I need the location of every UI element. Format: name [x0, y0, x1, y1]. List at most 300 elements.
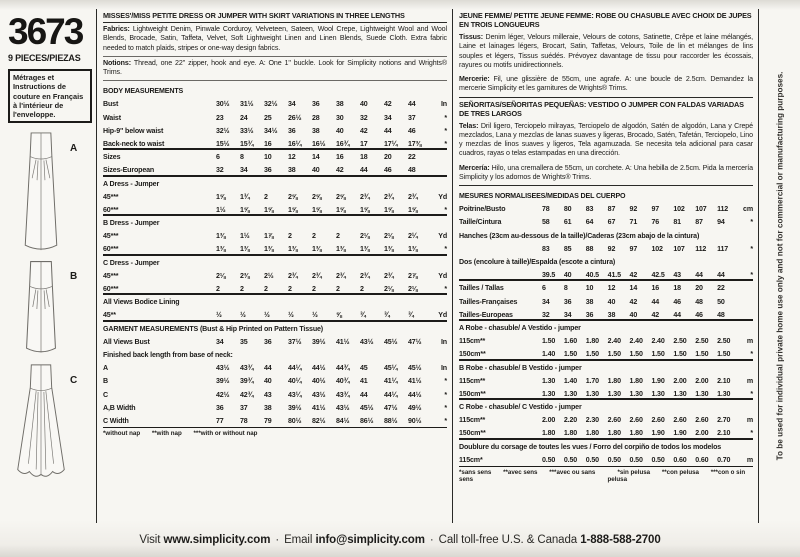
cell-value: 36 — [264, 166, 272, 175]
cell-value: 2.50 — [717, 337, 731, 346]
table-row — [459, 253, 753, 266]
cell-value: 61 — [563, 218, 572, 227]
phone-number: 1-888-588-2700 — [580, 534, 661, 546]
unit-cell: In — [440, 100, 447, 109]
unit-cell: * — [444, 245, 447, 254]
cell-value: 86½ — [360, 416, 374, 425]
cell-value: 31½ — [240, 100, 254, 109]
row-label: 150cm** — [459, 389, 486, 398]
cell-value: 102 — [651, 244, 663, 253]
cell-value: 1⅜ — [408, 245, 418, 254]
cell-value: 12 — [288, 153, 296, 162]
cell-value: 1.40 — [563, 376, 578, 385]
footer-contact-bar — [0, 523, 800, 557]
row-label: B Dress - Jumper — [103, 219, 160, 228]
pelusa-footnotes — [607, 469, 753, 483]
cell-value: 45½ — [408, 364, 422, 373]
cell-value: 16½ — [312, 139, 326, 148]
cell-value: 39½ — [216, 377, 230, 386]
cell-value: 43½ — [312, 390, 326, 399]
cell-value: 2⅜ — [240, 271, 250, 280]
cell-value: 80½ — [288, 416, 302, 425]
metric-footnotes — [459, 466, 753, 483]
cell-value: 1.80 — [542, 429, 556, 438]
cell-value: 1.80 — [629, 376, 643, 385]
telas-label: Telas: — [459, 121, 479, 130]
table-row — [459, 279, 753, 292]
view-c — [8, 361, 92, 487]
footnote-avec-ou-sans-sens: ***avec ou sans sens — [459, 469, 596, 483]
row-label: All Views Bodice Lining — [103, 298, 180, 307]
cell-value: 2 — [336, 232, 340, 241]
cell-value: 0.50 — [607, 455, 621, 464]
cell-value: 1.30 — [607, 389, 621, 398]
cell-value: 2.40 — [651, 337, 665, 346]
cell-value: 1.80 — [607, 429, 621, 438]
cell-value: 44 — [408, 100, 416, 109]
cell-value: 90½ — [408, 416, 422, 425]
cell-value: 36 — [585, 310, 594, 319]
table-section-header — [459, 319, 753, 332]
unit-cell: * — [444, 390, 447, 399]
footnote-sin-pelusa: *sin pelusa — [617, 469, 651, 476]
cell-value: 1.30 — [542, 376, 556, 385]
cell-value: 2.60 — [629, 416, 643, 425]
row-label: B — [103, 377, 108, 386]
row-label: Back-neck to waist — [103, 139, 165, 148]
cell-value: 44¼ — [384, 390, 398, 399]
row-label: 45*** — [103, 232, 119, 241]
cell-value: 40¾ — [336, 377, 350, 386]
merceria-text: Hilo, una cremallera de 55cm, un corchete. A: Una hebilla de 2.5cm. Pida la mercería Simplicity y los adornos de Wrights® Trims. — [459, 163, 753, 181]
cell-value: 2 — [288, 285, 292, 294]
row-label: 60*** — [103, 245, 119, 254]
table-row — [103, 386, 447, 399]
cell-value: 87 — [607, 205, 616, 214]
cell-value: 16 — [336, 153, 344, 162]
cell-value: 40 — [629, 310, 638, 319]
cell-value: 45 — [360, 364, 368, 373]
cell-value: 2 — [336, 285, 340, 294]
table-row — [103, 122, 447, 135]
table-row — [103, 280, 447, 293]
cell-value: 0.50 — [629, 455, 643, 464]
cell-value: 2⅛ — [216, 271, 226, 280]
table-row — [103, 227, 447, 240]
cell-value: 1.30 — [651, 389, 665, 398]
website-url: www.simplicity.com — [163, 534, 271, 546]
cell-value: 34 — [216, 337, 224, 346]
table-row — [459, 306, 753, 319]
table-row — [103, 109, 447, 122]
cell-value: 38 — [336, 100, 344, 109]
cell-value: 1.30 — [673, 389, 687, 398]
row-label: 115cm* — [459, 455, 483, 464]
cell-value: 2.50 — [673, 337, 687, 346]
cell-value: 38 — [312, 126, 320, 135]
unit-cell: m — [746, 416, 753, 425]
footnote-sans-sens: *sans sens — [459, 469, 492, 476]
cell-value: 16 — [264, 139, 272, 148]
table-row — [459, 266, 753, 279]
row-label: 60*** — [103, 205, 119, 214]
table-section-header — [103, 320, 447, 333]
cell-value: 45½ — [384, 337, 398, 346]
table-row — [459, 411, 753, 424]
row-label: Tailles-Françaises — [459, 297, 518, 306]
cell-value: 46 — [673, 297, 681, 306]
row-label: Waist — [103, 113, 121, 122]
cell-value: 76 — [651, 218, 660, 227]
row-label: B Robe - chasuble/ B Vestido - jumper — [459, 363, 582, 372]
row-label: C Width — [103, 416, 129, 425]
cell-value: 38 — [264, 403, 272, 412]
cell-value: 39¾ — [240, 377, 254, 386]
cell-value: 2.60 — [673, 416, 687, 425]
cell-value: ½ — [312, 311, 318, 320]
telas-paragraph — [459, 120, 753, 162]
cell-value: ⅝ — [336, 311, 342, 320]
cell-value: 32 — [216, 166, 224, 175]
cell-value: 16¾ — [336, 139, 350, 148]
cell-value: 1.90 — [673, 429, 687, 438]
cell-value: 1.50 — [629, 350, 643, 359]
unit-cell: * — [444, 126, 447, 135]
spanish-title: SEÑORITAS/SEÑORITAS PEQUEÑAS: VESTIDO O JUMPER CON FALDAS VARIADAS DE TRES LARGOS — [459, 99, 744, 118]
cell-value: 2⅝ — [312, 192, 322, 201]
cell-value: 42 — [651, 310, 660, 319]
table-row — [103, 306, 447, 319]
cell-value: 43¾ — [336, 390, 350, 399]
cell-value: 49½ — [408, 403, 422, 412]
row-label: Sizes — [103, 153, 121, 162]
cell-value: 41½ — [408, 377, 422, 386]
cell-value: 16¼ — [288, 139, 302, 148]
footnote-with-or-without-nap: ***with or without nap — [193, 430, 258, 438]
row-label: 45*** — [103, 271, 119, 280]
cell-value: 2.60 — [695, 416, 709, 425]
cell-value: 2⅛ — [384, 232, 394, 241]
cell-value: 42 — [336, 166, 344, 175]
cell-value: 33½ — [240, 126, 254, 135]
nap-footnotes — [103, 430, 267, 437]
cell-value: 23 — [216, 113, 224, 122]
cell-value: 77 — [216, 416, 224, 425]
cell-value: 44 — [264, 364, 272, 373]
cell-value: 1.30 — [629, 389, 643, 398]
unit-cell: m — [746, 376, 753, 385]
mercerie-text: Fil, une glissière de 55cm, une agrafe. A: une boucle de 2.5cm. Demandez la mercerie Simplicity et les garnitures de Wrights® Trims. — [459, 75, 753, 93]
cell-value: 2¾ — [408, 192, 418, 201]
cell-value: 38 — [585, 297, 594, 306]
pattern-number: 3673 — [8, 11, 83, 52]
table-section-header — [459, 398, 753, 411]
table-row — [459, 213, 753, 226]
cell-value: 67 — [607, 218, 616, 227]
unit-cell: * — [444, 416, 447, 425]
cell-value: 112 — [717, 205, 729, 214]
cell-value: 47½ — [408, 337, 422, 346]
cell-value: 1⅜ — [336, 245, 346, 254]
cell-value: 40 — [336, 126, 344, 135]
french-spanish-column — [452, 9, 758, 523]
cell-value: 8 — [563, 284, 568, 293]
table-row — [103, 95, 447, 108]
cell-value: 40½ — [312, 377, 326, 386]
cell-value: 17⅜ — [408, 139, 422, 148]
cell-value: 44½ — [408, 390, 422, 399]
cell-value: 1.50 — [542, 337, 556, 346]
cell-value: 42.5 — [651, 271, 665, 280]
cell-value: 42 — [629, 271, 638, 280]
row-label: C Dress - Jumper — [103, 258, 160, 267]
cell-value: 1.50 — [695, 350, 709, 359]
cell-value: 2.30 — [585, 416, 599, 425]
table-section-header — [103, 214, 447, 227]
sens-footnotes — [459, 469, 607, 483]
cell-value: 2.10 — [717, 376, 731, 385]
phone-label: Call toll-free U.S. & Canada — [438, 534, 578, 546]
cell-value: 1.50 — [673, 350, 687, 359]
cell-value: 32½ — [216, 126, 230, 135]
cell-value: 37 — [408, 113, 416, 122]
cell-value: 0.60 — [695, 455, 709, 464]
cell-value: 2 — [264, 285, 268, 294]
cell-value: 2⅛ — [408, 285, 418, 294]
table-row — [103, 412, 447, 425]
cell-value: 34 — [563, 310, 572, 319]
cell-value: 2.00 — [542, 416, 556, 425]
english-column — [96, 9, 452, 523]
cell-value: 78 — [542, 205, 550, 214]
unit-cell: Yd — [438, 232, 447, 241]
cell-value: 28 — [312, 113, 320, 122]
cell-value: 32 — [542, 310, 550, 319]
cell-value: 44 — [360, 390, 368, 399]
cell-value: 0.50 — [585, 455, 599, 464]
view-a-letter: A — [70, 143, 78, 155]
french-block — [459, 11, 753, 98]
cell-value: 2.00 — [695, 429, 709, 438]
cell-value: 46 — [384, 166, 392, 175]
cell-value: 107 — [695, 205, 707, 214]
cell-value: 44½ — [312, 364, 326, 373]
cell-value: 41½ — [336, 337, 350, 346]
cell-value: 1.40 — [542, 350, 556, 359]
cell-value: 83 — [542, 244, 550, 253]
cell-value: 1½ — [240, 232, 250, 241]
cell-value: ¾ — [360, 311, 366, 320]
table-row — [459, 385, 753, 398]
cell-value: 40¼ — [288, 377, 302, 386]
cell-value: 44¾ — [336, 364, 350, 373]
english-measurements-table — [103, 82, 447, 425]
row-label: Hanches (23cm au-dessous de la taille)/Caderas (23cm abajo de la cintura) — [459, 231, 700, 240]
cell-value: 1⅜ — [360, 245, 370, 254]
cell-value: 40.5 — [585, 271, 599, 280]
table-section-header — [103, 82, 447, 95]
table-row — [103, 201, 447, 214]
unit-cell: * — [750, 389, 753, 398]
table-section-header — [459, 187, 753, 200]
cell-value: 15½ — [216, 139, 230, 148]
cell-value: 1⅝ — [264, 205, 274, 214]
notions-text: Thread, one 22" zipper, hook and eye. A: One 1" buckle. Look for Simplicity notions and Wrights® Trims. — [103, 58, 448, 76]
side-strip — [758, 9, 800, 523]
cell-value: 82½ — [312, 416, 326, 425]
cell-value: 1.60 — [563, 337, 578, 346]
unit-cell: * — [444, 377, 447, 386]
cell-value: 8 — [240, 153, 244, 162]
cell-value: 80 — [563, 205, 572, 214]
row-label: 150cm** — [459, 350, 486, 359]
cell-value: 1⅝ — [312, 205, 322, 214]
cell-value: 0.70 — [717, 455, 731, 464]
cell-value: 45½ — [360, 403, 374, 412]
table-section-header — [103, 293, 447, 306]
row-label: 115cm** — [459, 416, 486, 425]
cell-value: 22 — [717, 284, 725, 293]
dress-view-a-illustration — [8, 129, 74, 257]
cell-value: 2 — [312, 285, 316, 294]
cell-value: 2¾ — [360, 192, 370, 201]
unit-cell: Yd — [438, 192, 447, 201]
merceria-label: Mercería: — [459, 163, 490, 172]
row-label: Dos (encolure à taille)/Espalda (escote a cintura) — [459, 258, 616, 267]
unit-cell: * — [444, 205, 447, 214]
cell-value: 44 — [717, 271, 725, 280]
cell-value: 1.50 — [607, 350, 621, 359]
cell-value: 2.00 — [673, 376, 687, 385]
cell-value: 41¼ — [384, 377, 398, 386]
row-label: A,B Width — [103, 403, 136, 412]
cell-value: 0.50 — [542, 455, 556, 464]
view-a — [8, 129, 92, 257]
cell-value: 36 — [216, 403, 224, 412]
cell-value: 1.80 — [585, 429, 599, 438]
cell-value: 2¾ — [384, 271, 394, 280]
cell-value: 50 — [717, 297, 725, 306]
cell-value: 1⅜ — [240, 245, 250, 254]
cell-value: 0.50 — [563, 455, 578, 464]
cell-value: 87 — [695, 218, 703, 227]
row-label: Finished back length from base of neck: — [103, 350, 233, 359]
cell-value: 2 — [360, 285, 364, 294]
cell-value: 44 — [384, 126, 392, 135]
table-row — [103, 188, 447, 201]
cell-value: 1.80 — [607, 376, 621, 385]
table-row — [103, 333, 447, 346]
view-illustrations — [8, 129, 92, 487]
telas-text: Dril ligero, Terciopelo milrayas, Terciopelo de algodón, Satén de algodón, Lana y Crepé mezclados, Lana y mezclas de lanas suaves y ligeras, Brocado, Satén, Tafetán, Terciopelo, Lino y mezclas de linos suaves y ligeros, Tela agamuzada. Se necesita tela adicional para casar cuadros, rayas o telas estampadas en una dirección. — [459, 121, 753, 158]
cell-value: 2⅛ — [384, 285, 394, 294]
tissus-paragraph — [459, 31, 753, 73]
row-label: Doublure du corsage de toutes les vues / Forro del corpiño de todos los modelos — [459, 442, 722, 451]
cell-value: 2⅝ — [288, 192, 298, 201]
row-label: Sizes-European — [103, 166, 155, 175]
cell-value: 92 — [629, 205, 638, 214]
cell-value: 94 — [717, 218, 725, 227]
cell-value: 22 — [408, 153, 416, 162]
fabrics-text: Lightweight Denim, Pinwale Corduroy, Velveteen, Sateen, Wool Crepe, Lightweight Wool and Wool Blends, Brocade, Satin, Taffeta, Velvet, Soft Lightweight Linen and Linen Blends, Suede Cloth. Extra fabric needed to match plaids, stripes or one-way design fabrics. — [103, 25, 447, 52]
cell-value: 1.50 — [585, 350, 599, 359]
cell-value: 58 — [542, 218, 550, 227]
separator-dot: · — [275, 534, 280, 546]
notions-paragraph — [103, 57, 447, 81]
cell-value: 38 — [607, 310, 616, 319]
metric-measurements-table — [459, 187, 753, 464]
cell-value: 34 — [288, 100, 296, 109]
footnote-with-nap: **with nap — [151, 430, 182, 438]
cell-value: 1⅞ — [264, 232, 274, 241]
cell-value: 1.50 — [651, 350, 665, 359]
cell-value: 1.30 — [542, 389, 556, 398]
cell-value: 44 — [695, 271, 703, 280]
mercerie-paragraph — [459, 73, 753, 96]
cell-value: 32½ — [264, 100, 278, 109]
table-section-header — [103, 254, 447, 267]
unit-cell: cm — [743, 205, 753, 214]
table-row — [459, 345, 753, 358]
cell-value: 2 — [216, 285, 220, 294]
footnote-con-pelusa: **con pelusa — [661, 469, 699, 476]
cell-value: 1.80 — [585, 337, 599, 346]
cell-value: 79 — [264, 416, 272, 425]
row-label: A Dress - Jumper — [103, 179, 160, 188]
cell-value: 18 — [360, 153, 368, 162]
cell-value: 97 — [651, 205, 660, 214]
unit-cell: In — [440, 337, 447, 346]
cell-value: 81 — [673, 218, 681, 227]
cell-value: 47½ — [384, 403, 398, 412]
table-row — [103, 240, 447, 253]
row-label: Tailles-Europeas — [459, 310, 513, 319]
cell-value: 42 — [629, 297, 638, 306]
cell-value: ½ — [264, 311, 270, 320]
cell-value: 2¾ — [360, 271, 370, 280]
cell-value: 2¾ — [312, 271, 322, 280]
french-title: JEUNE FEMME/ PETITE JEUNE FEMME: ROBE OU CHASUBLE AVEC CHOIX DE JUPES EN TROIS LONGUEURS — [459, 11, 752, 30]
cell-value: 42 — [384, 100, 392, 109]
cell-value: 10 — [585, 284, 594, 293]
cell-value: 39.5 — [542, 271, 556, 280]
view-b-letter: B — [70, 271, 78, 283]
row-label: MESURES NORMALISEES/MEDIDAS DEL CUERPO — [459, 192, 626, 201]
cell-value: 78 — [240, 416, 248, 425]
cell-value: 2.40 — [607, 337, 621, 346]
cell-value: 43½ — [216, 364, 230, 373]
english-footnotes — [103, 427, 447, 437]
cell-value: 43¾ — [240, 364, 254, 373]
row-label: 115cm** — [459, 376, 486, 385]
footnote-con-o-sin-pelusa: ***con o sin pelusa — [607, 469, 746, 483]
cell-value: 36 — [563, 297, 572, 306]
cell-value: 1.30 — [585, 389, 599, 398]
cell-value: 2.60 — [651, 416, 665, 425]
cell-value: 39½ — [312, 337, 326, 346]
cell-value: 2⅞ — [408, 271, 418, 280]
cell-value: 64 — [585, 218, 594, 227]
cell-value: 48 — [717, 310, 725, 319]
cell-value: 26½ — [288, 113, 302, 122]
cell-value: 1.50 — [563, 350, 578, 359]
table-section-header — [459, 359, 753, 372]
cell-value: 2.60 — [607, 416, 621, 425]
row-label: C — [103, 390, 108, 399]
table-row — [103, 399, 447, 412]
table-row — [103, 372, 447, 385]
cell-value: 41½ — [312, 403, 326, 412]
